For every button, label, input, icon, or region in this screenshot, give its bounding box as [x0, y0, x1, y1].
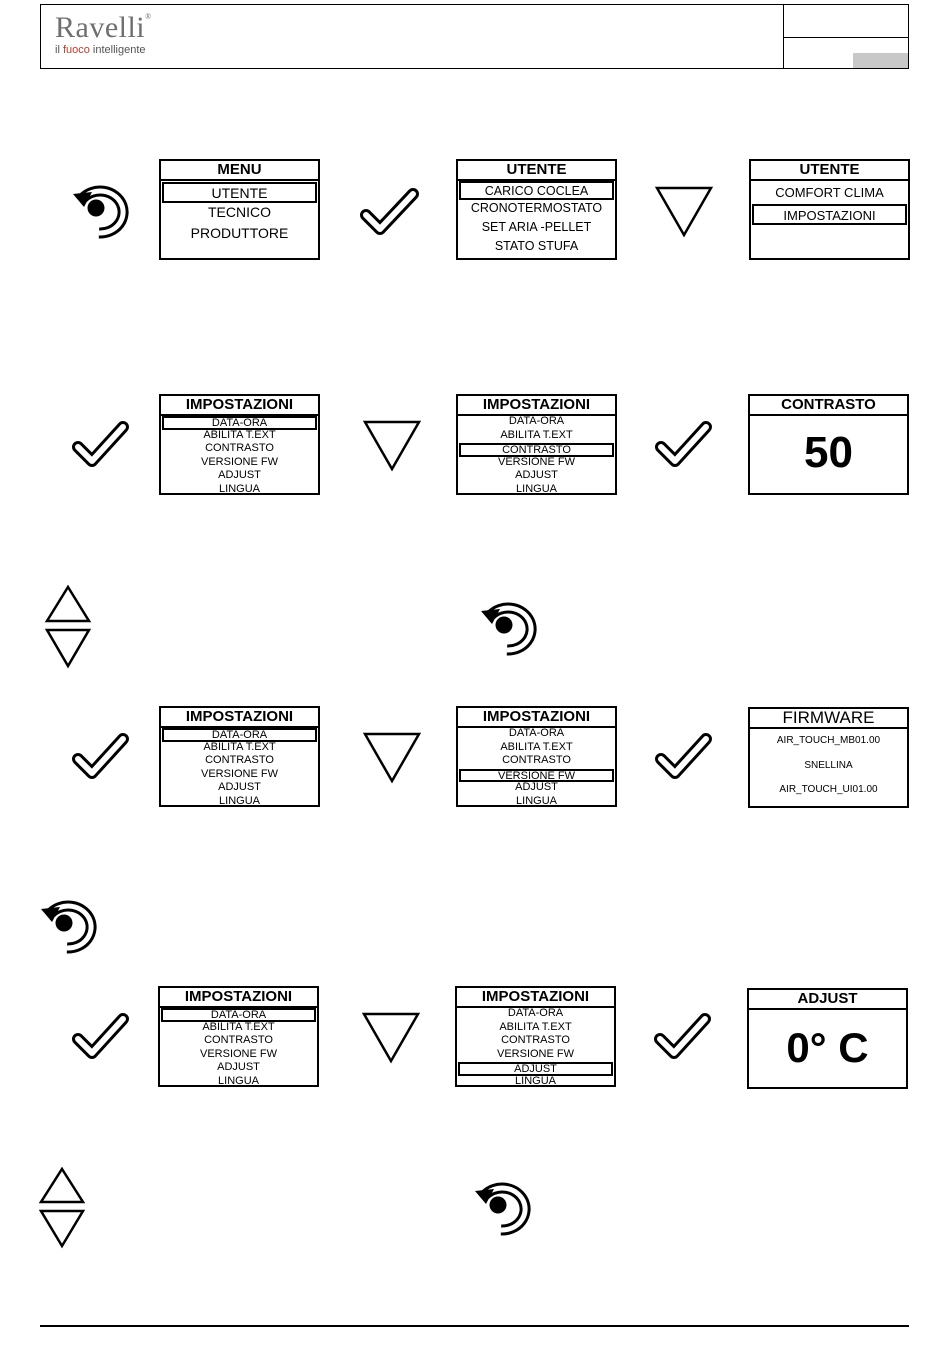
- adjust-value: 0° C: [786, 1024, 869, 1071]
- brand-tagline: il fuoco intelligente: [55, 44, 146, 56]
- menu-item-versione-fw[interactable]: VERSIONE FW: [497, 455, 575, 468]
- menu-item-versione-fw[interactable]: VERSIONE FW: [459, 769, 614, 783]
- menu-item-contrasto[interactable]: CONTRASTO: [459, 443, 614, 457]
- menu-item-lingua[interactable]: LINGUA: [219, 482, 260, 495]
- confirm-check-icon: [360, 185, 420, 237]
- impostazioni-screen: [455, 986, 616, 1087]
- screen-title: IMPOSTAZIONI: [457, 988, 614, 1008]
- menu-item-impostazioni[interactable]: IMPOSTAZIONI: [752, 204, 907, 225]
- menu-item-contrasto[interactable]: CONTRASTO: [501, 1034, 570, 1047]
- confirm-check-icon: [654, 1010, 712, 1060]
- menu-item-data-ora[interactable]: DATA-ORA: [508, 727, 565, 739]
- menu-item-data-ora[interactable]: DATA-ORA: [162, 416, 317, 430]
- back-icon: [38, 898, 98, 954]
- menu-item-adjust[interactable]: ADJUST: [458, 1062, 613, 1076]
- confirm-check-icon: [72, 1010, 130, 1060]
- menu-item-versione-fw[interactable]: VERSIONE FW: [496, 1047, 574, 1060]
- contrasto-screen: [748, 394, 909, 495]
- menu-item-contrasto[interactable]: CONTRASTO: [204, 1034, 273, 1047]
- arrow-up-down-icon: [38, 1166, 86, 1250]
- menu-item-versione-fw[interactable]: VERSIONE FW: [200, 767, 278, 780]
- menu-item-adjust[interactable]: ADJUST: [218, 469, 261, 482]
- menu-item-cronotermostato[interactable]: CRONOTERMOSTATO: [470, 201, 603, 215]
- menu-item-data-ora[interactable]: DATA-ORA: [162, 728, 317, 742]
- menu-item-contrasto[interactable]: CONTRASTO: [502, 754, 571, 767]
- menu-item-abilita-text[interactable]: ABILITA T.EXT: [203, 740, 276, 753]
- contrast-value: 50: [804, 428, 853, 477]
- firmware-model: SNELLINA: [804, 759, 853, 771]
- confirm-check-icon: [655, 730, 713, 780]
- menu-item-lingua[interactable]: LINGUA: [516, 794, 557, 807]
- menu-item-adjust[interactable]: ADJUST: [515, 781, 558, 794]
- menu-item-abilita-text[interactable]: ABILITA T.EXT: [499, 1020, 572, 1033]
- arrow-down-icon: [655, 186, 713, 238]
- screen-title: UTENTE: [458, 161, 615, 181]
- menu-screen: [159, 159, 320, 260]
- firmware-mb-version: AIR_TOUCH_MB01.00: [776, 735, 881, 746]
- menu-item-data-ora[interactable]: DATA-ORA: [161, 1008, 316, 1022]
- menu-item-data-ora[interactable]: DATA-ORA: [508, 415, 565, 427]
- screen-title: ADJUST: [749, 990, 906, 1010]
- menu-item-versione-fw[interactable]: VERSIONE FW: [199, 1047, 277, 1060]
- menu-item-carico-coclea[interactable]: CARICO COCLEA: [459, 181, 614, 200]
- menu-item-set-aria-pellet[interactable]: SET ARIA -PELLET: [481, 220, 592, 234]
- menu-item-tecnico[interactable]: TECNICO: [208, 204, 271, 220]
- utente-screen: [456, 159, 617, 260]
- confirm-check-icon: [72, 418, 130, 468]
- menu-item-adjust[interactable]: ADJUST: [515, 469, 558, 482]
- menu-item-comfort-clima[interactable]: COMFORT CLIMA: [775, 185, 884, 200]
- impostazioni-screen: [158, 986, 319, 1087]
- impostazioni-screen: [159, 394, 320, 495]
- arrow-up-down-icon: [44, 584, 92, 670]
- footer-rule: [40, 1325, 909, 1327]
- back-icon: [70, 183, 130, 239]
- back-icon: [478, 600, 538, 656]
- menu-item-produttore[interactable]: PRODUTTORE: [190, 225, 289, 241]
- screen-title: UTENTE: [751, 161, 908, 181]
- back-icon: [472, 1180, 532, 1236]
- screen-title: FIRMWARE: [750, 709, 907, 729]
- menu-item-contrasto[interactable]: CONTRASTO: [205, 754, 274, 767]
- adjust-screen: [747, 988, 908, 1089]
- menu-item-contrasto[interactable]: CONTRASTO: [205, 442, 274, 455]
- arrow-down-icon: [362, 1012, 420, 1064]
- screen-title: IMPOSTAZIONI: [458, 396, 615, 416]
- screen-title: CONTRASTO: [750, 396, 907, 416]
- menu-item-data-ora[interactable]: DATA-ORA: [507, 1007, 564, 1019]
- arrow-down-icon: [363, 732, 421, 784]
- brand-logo: Ravelli®: [55, 11, 152, 44]
- menu-item-utente[interactable]: UTENTE: [162, 182, 317, 203]
- menu-item-lingua[interactable]: LINGUA: [516, 482, 557, 495]
- page-number-box: [853, 53, 908, 68]
- impostazioni-screen: [456, 706, 617, 807]
- firmware-screen: [748, 707, 909, 808]
- firmware-ui-version: AIR_TOUCH_UI01.00: [779, 784, 878, 795]
- menu-item-abilita-text[interactable]: ABILITA T.EXT: [203, 428, 276, 441]
- menu-item-abilita-text[interactable]: ABILITA T.EXT: [500, 428, 573, 441]
- page-header: [40, 4, 909, 69]
- screen-title: IMPOSTAZIONI: [161, 708, 318, 728]
- menu-item-adjust[interactable]: ADJUST: [217, 1061, 260, 1074]
- screen-title: IMPOSTAZIONI: [161, 396, 318, 416]
- confirm-check-icon: [655, 418, 713, 468]
- menu-item-stato-stufa[interactable]: STATO STUFA: [494, 239, 579, 253]
- menu-item-lingua[interactable]: LINGUA: [219, 794, 260, 807]
- menu-item-adjust[interactable]: ADJUST: [218, 781, 261, 794]
- impostazioni-screen: [456, 394, 617, 495]
- arrow-down-icon: [363, 420, 421, 472]
- screen-title: IMPOSTAZIONI: [458, 708, 615, 728]
- menu-item-abilita-text[interactable]: ABILITA T.EXT: [202, 1020, 275, 1033]
- confirm-check-icon: [72, 730, 130, 780]
- impostazioni-screen: [159, 706, 320, 807]
- menu-item-lingua[interactable]: LINGUA: [218, 1074, 259, 1087]
- menu-item-lingua[interactable]: LINGUA: [515, 1074, 556, 1087]
- menu-item-versione-fw[interactable]: VERSIONE FW: [200, 455, 278, 468]
- screen-title: IMPOSTAZIONI: [160, 988, 317, 1008]
- screen-title: MENU: [161, 161, 318, 181]
- utente-screen-2: [749, 159, 910, 260]
- header-divider: [783, 37, 909, 38]
- menu-item-abilita-text[interactable]: ABILITA T.EXT: [500, 740, 573, 753]
